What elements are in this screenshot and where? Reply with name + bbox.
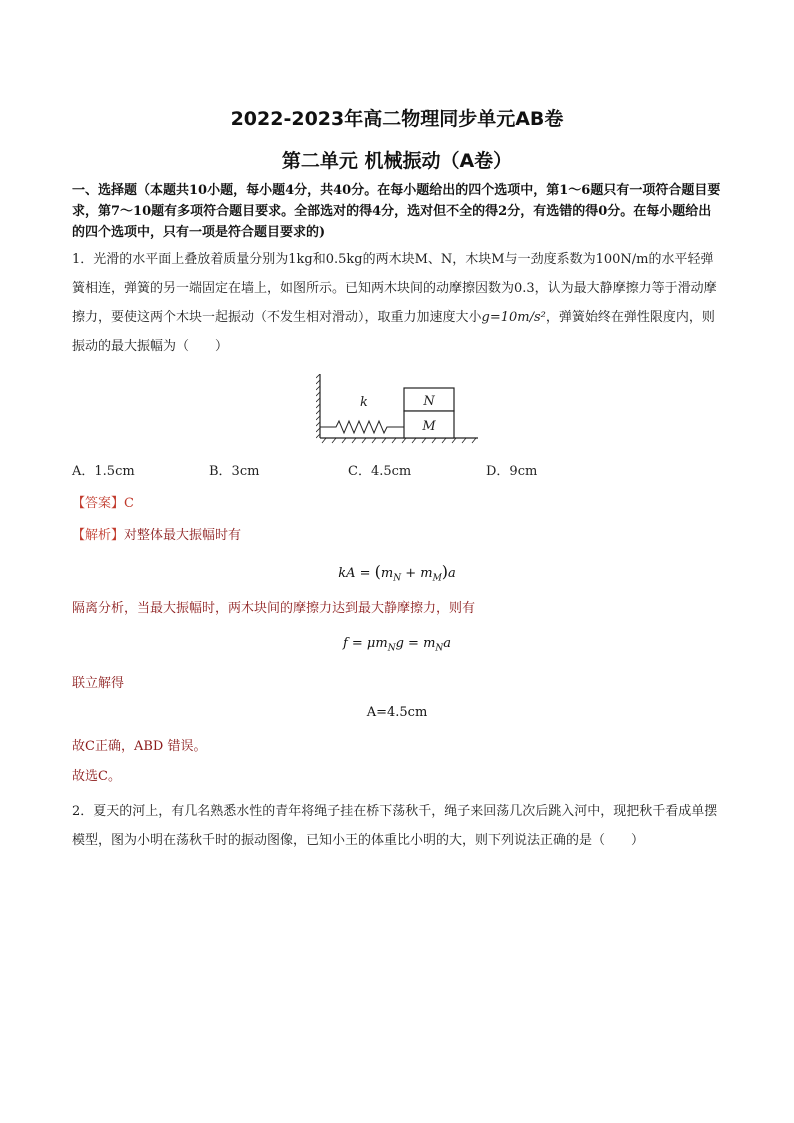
answer-value: C: [124, 496, 134, 511]
section-instructions: 一、选择题（本题共10小题，每小题4分，共40分。在每小题给出的四个选项中，第1～6题只有一项符合题目要求，第7～10题有多项符合题目要求。全部选对的得4分，选对但不全的得2分，有选错的得0分。在每小题给出的四个选项中，只有一项是符合题目要求的): [72, 183, 721, 240]
question-1-text-a: 1．光滑的水平面上叠放着质量分别为1kg和0.5kg的两木块M、N，木块M与一劲度系数为100N/m的水平轻弹簧相连，弹簧的另一端固定在墙上，如图所示。已知两木块间的动摩擦因数为0.3，认为最大静摩擦力等于滑动摩擦力，要使这两个木块一起振动（不发生相对滑动），取重力加速度大小: [72, 252, 717, 325]
floor-hatching: [322, 438, 476, 443]
block-n-label: N: [423, 394, 435, 409]
spring-label: k: [360, 395, 368, 410]
option-d[interactable]: D．9cm: [486, 464, 538, 479]
option-a[interactable]: A．1.5cm: [72, 464, 135, 479]
choose-text: 故选C。: [72, 769, 121, 784]
question-1-text: [72, 245, 726, 361]
solve-text: 联立解得: [72, 676, 125, 691]
analysis-text: 对整体最大振幅时有: [124, 528, 242, 543]
spring-block-figure: [316, 374, 480, 444]
result-formula: A=4.5cm: [366, 705, 428, 720]
analysis-text-2: 隔离分析，当最大振幅时，两木块间的摩擦力达到最大静摩擦力，则有: [72, 601, 476, 616]
formula-2: $f = \mu m_Ng = m_Na$: [342, 636, 452, 654]
formula-1: kA = $(m_N + m_M)a$: [338, 562, 456, 584]
answer-line: [72, 493, 134, 515]
unit-title: 第二单元 机械振动（A卷）: [281, 150, 513, 172]
option-b[interactable]: B．3cm: [209, 464, 260, 479]
wall-hatching: [316, 374, 320, 438]
spring: [320, 421, 404, 433]
question-1-text-b: ，弹簧始终在弹性限度内，则振动的最大振幅为（ ）: [72, 310, 715, 354]
analysis-tag: 【解析】: [72, 528, 125, 543]
block-m-label: M: [422, 419, 436, 434]
analysis-line: [72, 525, 241, 547]
gravity-value: g=10m/s²: [481, 310, 546, 325]
question-2-text: 2．夏天的河上，有几名熟悉水性的青年将绳子挂在桥下荡秋千，绳子来回荡几次后跳入河中，现把秋千看成单摆模型，图为小明在荡秋千时的振动图像，已知小王的体重比小明的大，则下列说法正确的是（ ）: [72, 804, 718, 848]
answer-tag: 【答案】: [72, 496, 125, 511]
conclusion-text: 故C正确，ABD 错误。: [72, 739, 207, 754]
question-1-options: [72, 460, 672, 482]
option-c[interactable]: C．4.5cm: [348, 464, 412, 479]
exam-title: 2022-2023年高二物理同步单元AB卷: [230, 108, 564, 130]
